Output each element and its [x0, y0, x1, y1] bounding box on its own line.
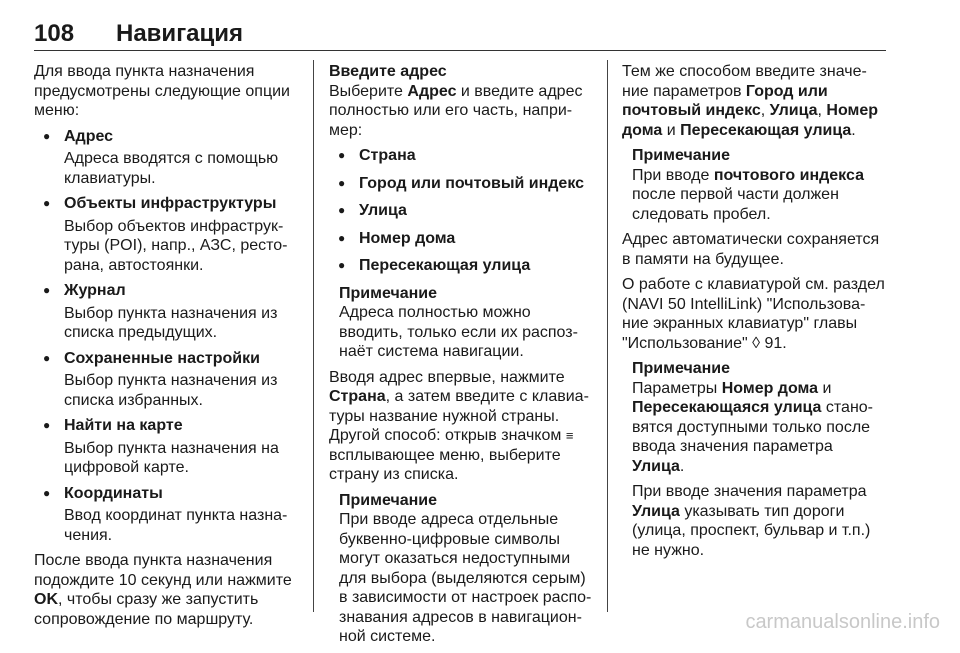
- list-item: ● Координаты Ввод координат пункта назна-чения.: [34, 484, 296, 546]
- address-fields-list: [329, 146, 593, 276]
- list-item: ● Журнал Выбор пункта назначения из списка предыдущих.: [34, 281, 296, 343]
- page-reference-icon: ◊: [752, 334, 761, 352]
- note-block: Примечание При вводе почтового индекса после первой части должен следовать пробел.: [632, 147, 864, 223]
- list-item: ● Номер дома: [329, 229, 593, 249]
- list-item: ● Улица: [329, 201, 593, 221]
- after-destination-paragraph: После ввода пункта назначения подождите 10 секунд или нажмите OK, чтобы сразу же запустить сопровождение по маршруту.: [34, 552, 292, 628]
- autosave-paragraph: Адрес автоматически сохраняется в памяти на будущее.: [622, 231, 880, 268]
- menu-options-list: [34, 127, 296, 546]
- list-item: ● Страна: [329, 146, 593, 166]
- keyboard-reference-paragraph: О работе с клавиатурой см. раздел (NAVI 50 IntelliLink) "Использова-ние экранных клавиатур" главы "Использование" ◊ 91.: [622, 276, 885, 352]
- menu-intro: Для ввода пункта назначения предусмотрены следующие опции меню:: [34, 63, 290, 119]
- list-item: ● Объекты инфраструктуры Выбор объектов инфраструк-туры (POI), напр., АЗС, ресто-рана, автостоянки.: [34, 194, 296, 275]
- list-menu-icon: ≡: [565, 428, 574, 443]
- list-item: ● Адрес Адреса вводятся с помощью клавиатуры.: [34, 127, 296, 189]
- column-divider: [607, 60, 608, 612]
- watermark: carmanualsonline.info: [745, 611, 940, 633]
- enter-address-heading: Введите адрес: [329, 63, 447, 80]
- list-item: ● Город или почтовый индекс: [329, 174, 593, 194]
- note-continuation: При вводе значения параметра Улица указывать тип дороги (улица, проспект, бульвар и т.п.) не нужно.: [632, 483, 871, 559]
- column-2: [329, 62, 593, 653]
- column-divider: [313, 60, 314, 612]
- section-title: Навигация: [116, 20, 244, 47]
- same-way-paragraph: Тем же способом введите значе-ние параметров Город или почтовый индекс, Улица, Номер дома и Пересекающая улица.: [622, 63, 879, 139]
- note-block: Примечание Параметры Номер дома и Пересекающаяся улица стано-вятся доступными только после ввода значения параметра Улица.: [632, 360, 874, 475]
- page-number: 108: [34, 20, 75, 47]
- list-item: ● Пересекающая улица: [329, 256, 593, 276]
- note-block: Примечание Адреса полностью можно вводить, только если их распоз-наёт система навигации.: [339, 284, 578, 360]
- header-rule: [34, 50, 886, 51]
- list-item: ● Найти на карте Выбор пункта назначения на цифровой карте.: [34, 416, 296, 478]
- note-block: Примечание При вводе адреса отдельные буквенно-цифровые символы могут оказаться недоступными для выбора (выделяются серым) в зависимости от настроек распо-знавания адресов в навигацион-ной системе.: [339, 491, 592, 645]
- enter-address-paragraph: Выберите Адрес и введите адрес полностью или его часть, напри-мер:: [329, 82, 583, 139]
- column-1: [34, 62, 296, 635]
- column-3: [622, 62, 888, 566]
- list-item: ● Сохраненные настройки Выбор пункта назначения из списка избранных.: [34, 349, 296, 411]
- first-address-paragraph: Вводя адрес впервые, нажмите Страна, а затем введите с клавиа-туры название нужной страны. Другой способ: открыв значком ≡ всплывающее меню, выберите страну из списка.: [329, 368, 589, 483]
